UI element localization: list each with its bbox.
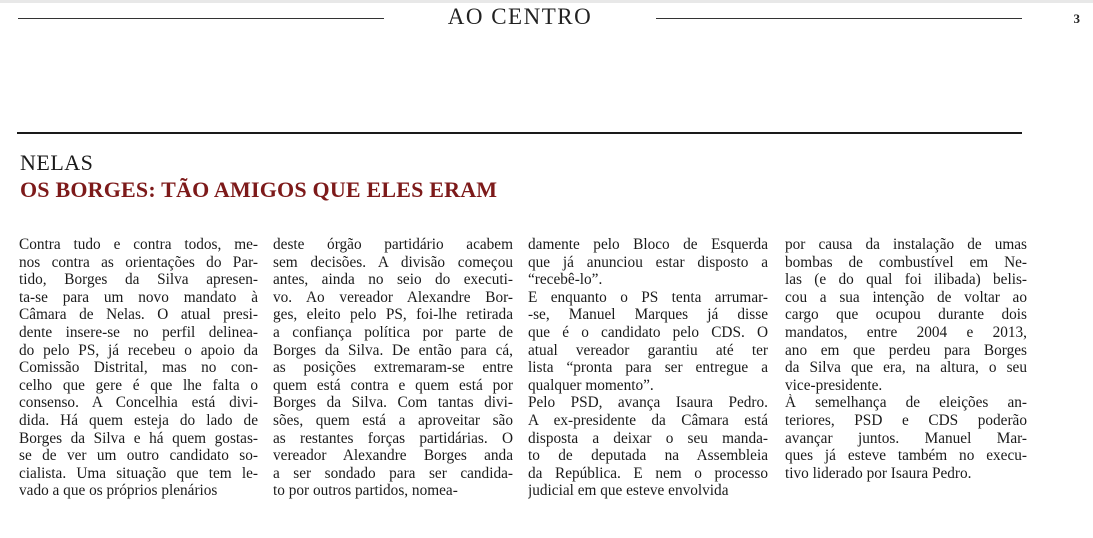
article-line: a ser sondado para ser candida- [273, 464, 513, 482]
article-line: cou a sua intenção de voltar ao [785, 288, 1027, 306]
article-line: À semelhança de eleições an- [785, 394, 1027, 412]
article-kicker: NELAS [20, 150, 94, 175]
article-line: que já anunciou estar disposto a [528, 253, 768, 271]
article-column-4 [785, 236, 1027, 482]
article-line: Câmara de Nelas. O atual presi- [19, 306, 258, 324]
article-line: A ex-presidente da Câmara está [528, 411, 768, 429]
article-line: ques já esteve também no execu- [785, 447, 1027, 465]
article-line: E enquanto o PS tenta arrumar- [528, 288, 768, 306]
article-line: deste órgão partidário acabem [273, 236, 513, 253]
article-line: judicial em que esteve envolvida [528, 482, 729, 500]
article-line: Contra tudo e contra todos, me- [19, 236, 258, 253]
article-line: atual vereador garantiu até ter [528, 341, 768, 359]
article-line: vice-presidente. [785, 376, 883, 394]
article-line: “recebê-lo”. [528, 271, 603, 289]
article-headline: OS BORGES: TÃO AMIGOS QUE ELES ERAM [20, 177, 498, 202]
article-column-1 [19, 236, 258, 500]
article-line: lista “pronta para ser entregue a [528, 359, 768, 377]
article-line: sem decisões. A divisão começou [273, 253, 513, 271]
article-line: dida. Há quem esteja do lado de [19, 411, 258, 429]
article-column-2 [273, 236, 513, 500]
article-line: cargo que ocupou durante dois [785, 306, 1027, 324]
article-line: ges, eleito pelo PS, foi-lhe retirada [273, 306, 513, 324]
article-line: teriores, PSD e CDS poderão [785, 411, 1027, 429]
article-line: disposta a deixar o seu manda- [528, 429, 768, 447]
article-line: Comissão Distrital, mas no con- [19, 359, 258, 377]
article-line: que é o candidato pelo CDS. O [528, 323, 768, 341]
article-line: da Silva que era, na altura, o seu [785, 359, 1027, 377]
article-line: las (e do qual foi ilibada) belis- [785, 271, 1027, 289]
article-line: da República. E nem o processo [528, 464, 768, 482]
article-line: -se, Manuel Marques já disse [528, 306, 768, 324]
article-line: tivo liderado por Isaura Pedro. [785, 464, 972, 482]
article-line: qualquer momento”. [528, 376, 654, 394]
article-line: tido, Borges da Silva apresen- [19, 271, 258, 289]
article-line: sões, quem está a aproveitar são [273, 411, 513, 429]
article-line: cialista. Uma situação que tem le- [19, 464, 258, 482]
article-line: Borges da Silva. De então para cá, [273, 341, 513, 359]
article-line: consenso. A Concelhia está divi- [19, 394, 258, 412]
article-line: se de ver um outro candidato so- [19, 447, 258, 465]
article-line: por causa da instalação de umas [785, 236, 1027, 253]
article-line: as restantes forças partidárias. O [273, 429, 513, 447]
article-line: avançar juntos. Manuel Mar- [785, 429, 1027, 447]
article-line: dente insere-se no perfil delinea- [19, 323, 258, 341]
article-line: ta-se para um novo mandato à [19, 288, 258, 306]
article-line: vereador Alexandre Borges anda [273, 447, 513, 465]
article-line: a confiança política por parte de [273, 323, 513, 341]
article-line: nos contra as orientações do Par- [19, 253, 258, 271]
article-line: celho que gere é que lhe falta o [19, 376, 258, 394]
article-line: quem está contra e quem está por [273, 376, 513, 394]
article-column-3 [528, 236, 768, 500]
article-line: antes, ainda no seio do executi- [273, 271, 513, 289]
article-line: as posições extremaram-se entre [273, 359, 513, 377]
article-line: to por outros partidos, nomea- [273, 482, 458, 500]
article-line: do pelo PS, já recebeu o apoio da [19, 341, 258, 359]
article-line: Borges da Silva. Com tantas divi- [273, 394, 513, 412]
article-line: vado a que os próprios plenários [19, 482, 218, 500]
article-line: bombas de combustível em Ne- [785, 253, 1027, 271]
article-line: to de deputada na Assembleia [528, 447, 768, 465]
article-line: ano em que perdeu para Borges [785, 341, 1027, 359]
page-number: 3 [1073, 11, 1080, 26]
article-line: damente pelo Bloco de Esquerda [528, 236, 768, 253]
section-title: AO CENTRO [447, 4, 593, 29]
article-line: Borges da Silva e há quem gostas- [19, 429, 258, 447]
article-line: vo. Ao vereador Alexandre Bor- [273, 288, 513, 306]
article-line: Pelo PSD, avança Isaura Pedro. [528, 394, 768, 412]
article-line: mandatos, entre 2004 e 2013, [785, 323, 1027, 341]
